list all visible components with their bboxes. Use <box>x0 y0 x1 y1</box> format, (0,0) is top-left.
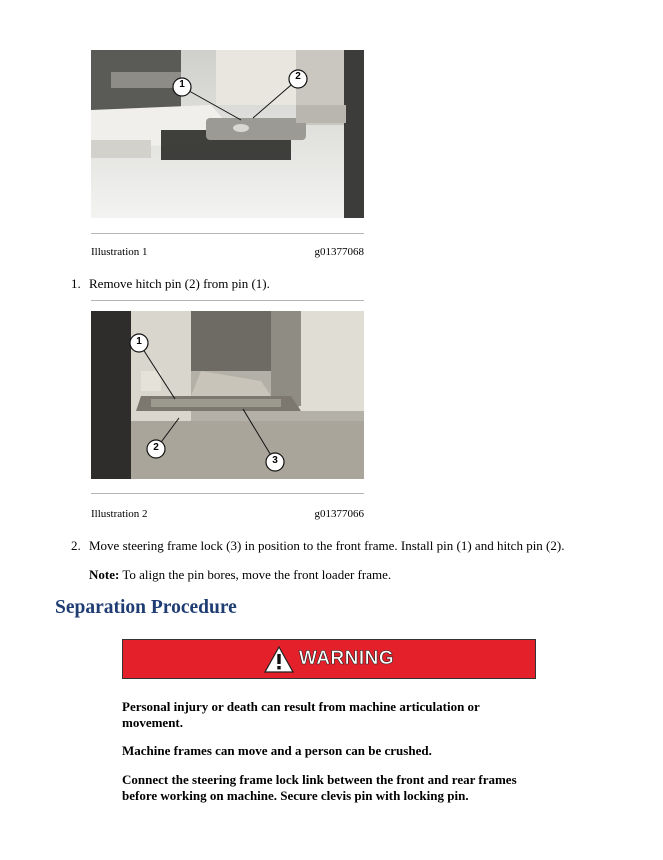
illustration-2-rule <box>91 493 364 494</box>
step-1-number: 1. <box>71 276 81 291</box>
illustration-2-caption: Illustration 2 <box>91 508 148 520</box>
warning-triangle-icon <box>264 646 294 673</box>
callout-2-label: 2 <box>153 442 159 453</box>
illustration-1-code: g01377068 <box>314 246 364 258</box>
note-label: Note: <box>89 567 120 582</box>
callout-3-label: 3 <box>272 455 278 466</box>
note-text: To align the pin bores, move the front loader frame. <box>122 567 392 582</box>
warning-paragraph-1: Personal injury or death can result from machine articulation or movement. <box>122 699 480 730</box>
illustration-1-caption: Illustration 1 <box>91 246 148 258</box>
step-1-text: Remove hitch pin (2) from pin (1). <box>89 276 270 291</box>
warning-banner <box>122 639 536 679</box>
section-title: Separation Procedure <box>55 597 237 618</box>
callout-1-label: 1 <box>136 336 142 347</box>
illustration-2-code: g01377066 <box>314 508 364 520</box>
callout-1-label: 1 <box>179 79 185 90</box>
warning-paragraph-3: Connect the steering frame lock link between the front and rear frames before working on machine. Secure clevis pin with locking pin. <box>122 772 517 803</box>
step-2-text: Move steering frame lock (3) in position to the front frame. Install pin (1) and hitch pin (2). <box>89 538 565 553</box>
illustration-1-callouts <box>91 50 364 218</box>
warning-label: WARNING <box>298 648 395 669</box>
note <box>89 567 391 583</box>
callout-2-label: 2 <box>295 71 301 82</box>
illustration-2-top-rule <box>91 300 364 301</box>
step-2-number: 2. <box>71 538 81 553</box>
warning-paragraph-2: Machine frames can move and a person can be crushed. <box>122 743 432 758</box>
illustration-1-rule <box>91 233 364 234</box>
